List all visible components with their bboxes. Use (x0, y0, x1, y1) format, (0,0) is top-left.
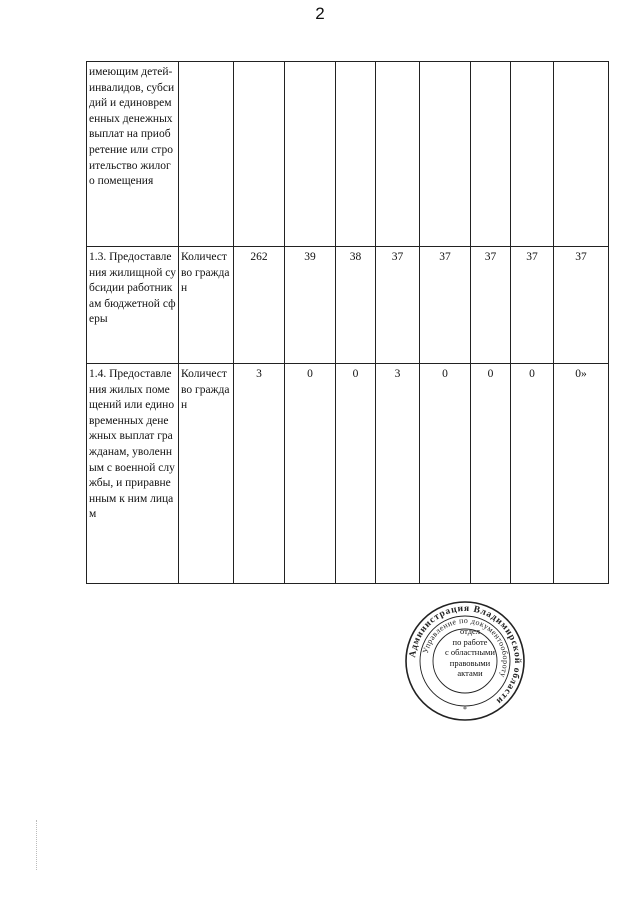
stamp-line: отдел (459, 626, 481, 636)
value-cell: 38 (336, 247, 376, 364)
scan-margin-mark (36, 820, 39, 870)
value-cell: 37 (471, 247, 511, 364)
value-cell: 262 (234, 247, 285, 364)
table-row (87, 62, 609, 247)
value-cell (285, 62, 336, 247)
value-cell: 37 (376, 247, 420, 364)
value-cell (511, 62, 554, 247)
stamp-line: актами (457, 668, 483, 678)
value-cell (336, 62, 376, 247)
table-row (87, 364, 609, 584)
stamp-inner-text (442, 626, 498, 679)
value-cell: 37 (511, 247, 554, 364)
row-name-cell: имеющим детей-инвалидов, субсидий и единовременных денежных выплат на приобретение или строительство жилого помещения (87, 62, 179, 247)
value-cell: 0 (471, 364, 511, 584)
value-cell: 3 (376, 364, 420, 584)
value-cell: 0 (285, 364, 336, 584)
official-stamp (404, 600, 526, 722)
value-cell: 0 (336, 364, 376, 584)
value-cell (376, 62, 420, 247)
value-cell: 0» (554, 364, 609, 584)
document-table (86, 61, 609, 584)
value-cell: 0 (511, 364, 554, 584)
value-cell (471, 62, 511, 247)
value-cell (234, 62, 285, 247)
row-unit-cell (179, 62, 234, 247)
stamp-middle-text: Управление по документообороту (420, 615, 511, 679)
stamp-line: с областными (445, 647, 495, 657)
row-unit-cell: Количество граждан (179, 247, 234, 364)
page-number: 2 (315, 4, 325, 23)
table-row (87, 247, 609, 364)
value-cell: 37 (420, 247, 471, 364)
svg-text:*: * (463, 705, 467, 714)
value-cell: 39 (285, 247, 336, 364)
stamp-line: по работе (452, 636, 488, 647)
value-cell: 3 (234, 364, 285, 584)
stamp-outer-text: Администрация Владимирской области (408, 603, 523, 706)
value-cell: 0 (420, 364, 471, 584)
row-unit-cell: Количество граждан (179, 364, 234, 584)
row-name-cell: 1.4. Предоставления жилых помещений или единовременных денежных выплат гражданам, уволенным с военной службы, и приравненным к ним лицам (87, 364, 179, 584)
value-cell (420, 62, 471, 247)
value-cell: 37 (554, 247, 609, 364)
stamp-line: правовыми (449, 657, 491, 668)
row-name-cell: 1.3. Предоставления жилищной субсидии работникам бюджетной сферы (87, 247, 179, 364)
value-cell (554, 62, 609, 247)
